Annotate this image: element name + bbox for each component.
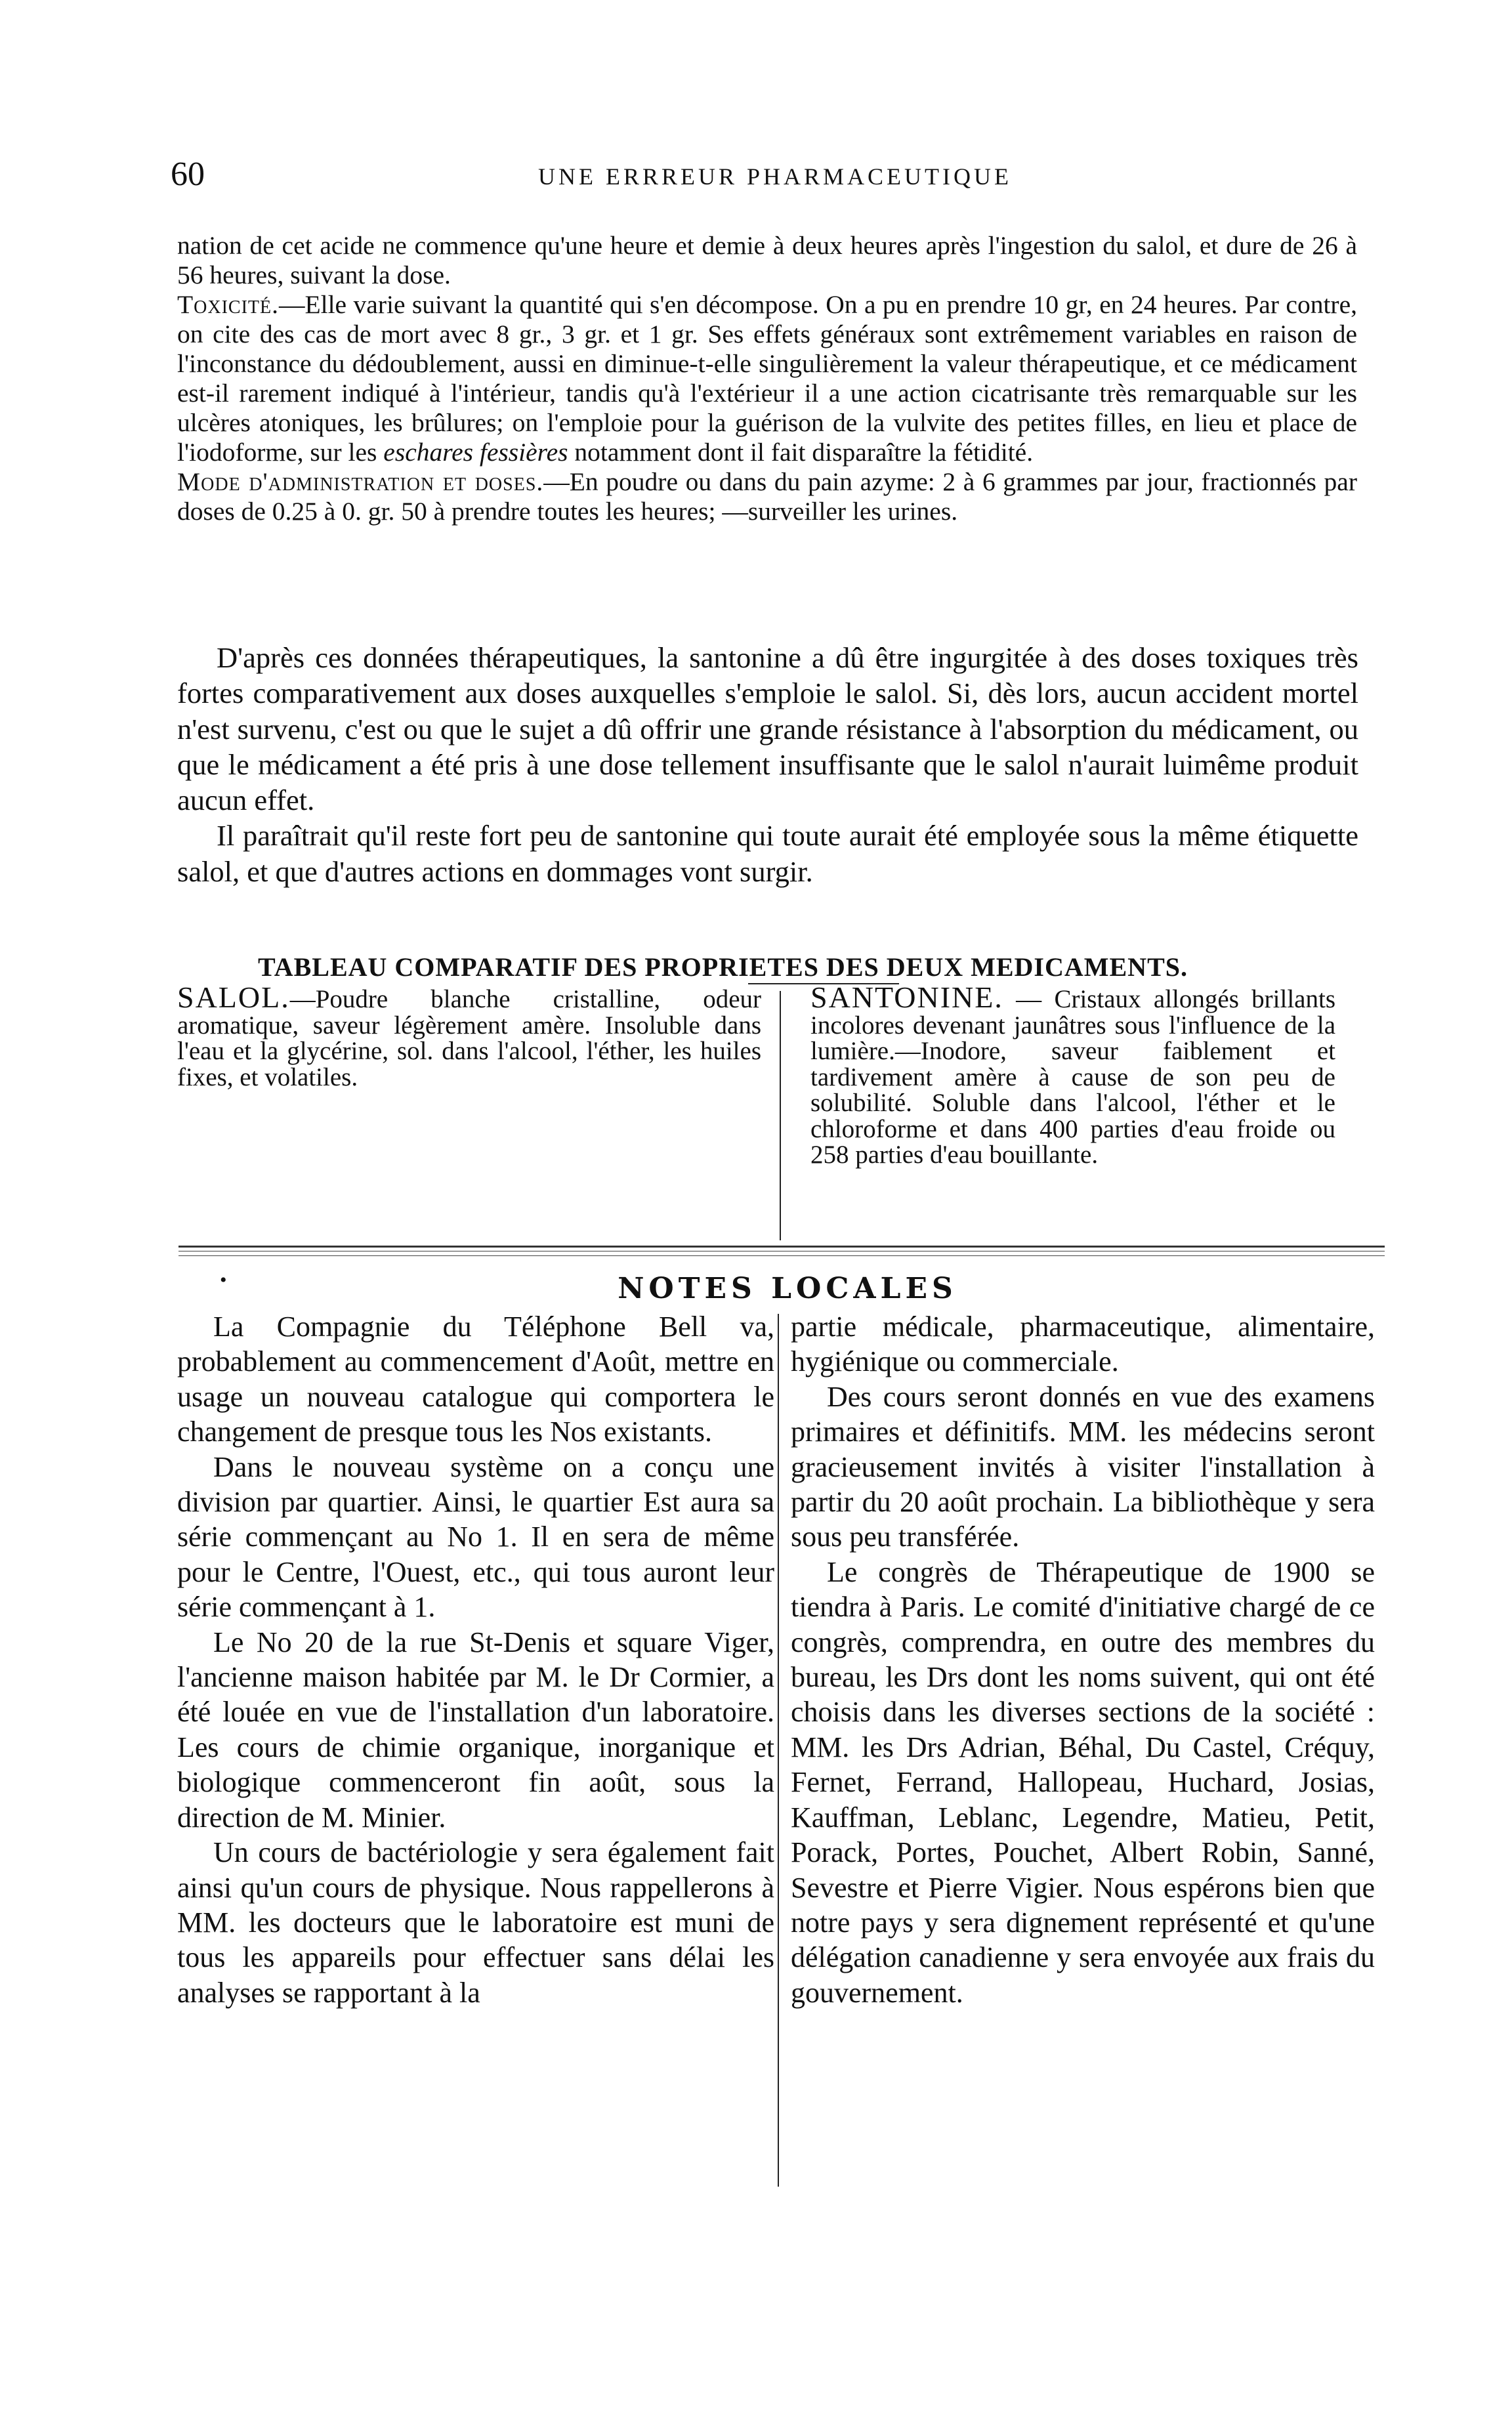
comparison-title: TABLEAU COMPARATIF DES PROPRIETES DES DEUX MEDICAMENTS. xyxy=(258,952,1188,982)
section-rule-thick xyxy=(178,1246,1385,1248)
notes-right-paragraph-1: Des cours seront donnés en vue des examens primaires et définitifs. MM. les médecins seront gracieusement invités à visiter l'installation à partir du 20 août prochain. La bibliothèque y sera sous peu transférée. xyxy=(791,1380,1375,1553)
toxicity-paragraph xyxy=(177,290,1357,467)
notes-left-column xyxy=(177,1309,774,2010)
discussion xyxy=(177,640,1358,889)
notes-right-column xyxy=(791,1309,1375,2010)
section-rule-thin-2 xyxy=(178,1255,1385,1256)
page-header xyxy=(171,155,1352,201)
salol-description: —Poudre blanche cristalline, odeur aromatique, saveur légèrement amère. Insoluble dans l'eau et la glycérine, sol. dans l'alcool, l'éther, les huiles fixes, et volatiles. xyxy=(177,985,761,1091)
santonine-description: — Cristaux allongés brillants incolores devenant jaunâtres sous l'influence de la lumière.—Inodore, saveur faiblement et tardivement amère à cause de son peu de solubilité. Soluble dans l'alcool, l'éther et le chloroforme et dans 400 parties d'eau froide ou 258 parties d'eau bouillante. xyxy=(810,985,1335,1169)
dosage-heading: Mode d'administration et doses. xyxy=(177,467,544,496)
toxicity-text: —Elle varie suivant la quantité qui s'en décompose. On a pu en prendre 10 gr, en 24 heures. Par contre, on cite des cas de mort avec 8 gr., 3 gr. et 1 gr. Ses effets généraux sont extrêmement variables en raison de l'inconstance du dédoublement, aussi en diminue-t-elle singulièrement la valeur thérapeutique, et ce médicament est-il rarement indiqué à l'intérieur, tandis qu'à l'extérieur il a une action cicatrisante très remarquable sur les ulcères atoniques, les brûlures; on l'emploie pour la guérison de la vulvite des petites filles, en lieu et place de l'iodoforme, sur les xyxy=(177,290,1357,467)
dosage-text: —En poudre ou dans du pain azyme: 2 à 6 grammes par jour, fractionnés par doses de 0.25 à 0. gr. 50 à prendre toutes les heures; —surveiller les urines. xyxy=(177,467,1357,526)
salol-paragraph-1: nation de cet acide ne commence qu'une heure et demie à deux heures après l'ingestion du salol, et dure de 26 à 56 heures, suivant la dose. xyxy=(177,231,1357,289)
toxicity-tail: notamment dont il fait disparaître la fétidité. xyxy=(574,438,1034,467)
notes-right-continuation: partie médicale, pharmaceutique, alimentaire, hygiénique ou commerciale. xyxy=(791,1311,1375,1378)
salol-column xyxy=(177,980,761,1091)
comparison-divider xyxy=(780,991,781,1240)
notes-left-paragraph-3: Le No 20 de la rue St-Denis et square Viger, l'ancienne maison habitée par M. le Dr Cormier, a été louée en vue de l'installation d'un laboratoire. Les cours de chimie organique, inorganique et biologique commenceront fin août, sous la direction de M. Minier. xyxy=(177,1626,774,1834)
toxicity-italic: eschares fessières xyxy=(383,438,568,467)
notes-column-divider xyxy=(778,1314,779,2187)
salol-notes xyxy=(177,231,1357,526)
discussion-paragraph-1: D'après ces données thérapeutiques, la santonine a dû être ingurgitée à des doses toxiques très fortes comparativement aux doses auxquelles s'emploie le salol. Si, dès lors, aucun accident mortel n'est survenu, c'est ou que le sujet a dû offrir une grande résistance à l'absorption du médicament, ou que le médicament a été pris à une dose tellement insuffisante que le salol n'aurait luimême produit aucun effet. xyxy=(177,641,1358,817)
discussion-paragraph-2: Il paraîtrait qu'il reste fort peu de santonine qui toute aurait été employée sous la même étiquette salol, et que d'autres actions en dommages vont surgir. xyxy=(177,819,1358,888)
notes-title: NOTES LOCALES xyxy=(618,1272,957,1305)
notes-left-paragraph-1: La Compagnie du Téléphone Bell va, probablement au commencement d'Août, mettre en usage un nouveau catalogue qui comportera le changement de presque tous les Nos existants. xyxy=(177,1311,774,1448)
notes-right-paragraph-2: Le congrès de Thérapeutique de 1900 se tiendra à Paris. Le comité d'initiative chargé de ce congrès, comprendra, en outre des membres du bureau, les Drs dont les noms suivent, qui ont été choisis dans les diverses sections de la société : MM. les Drs Adrian, Béhal, Du Castel, Créquy, Fernet, Ferrand, Hallopeau, Huchard, Josias, Kauffman, Leblanc, Legendre, Matieu, Petit, Porack, Portes, Pouchet, Albert Robin, Sanné, Sevestre et Pierre Vigier. Nous espérons bien que notre pays y sera dignement représenté et qu'une délégation canadienne y sera envoyée aux frais du gouvernement. xyxy=(791,1555,1375,2009)
running-title: UNE ERRREUR PHARMACEUTIQUE xyxy=(538,163,1013,190)
notes-left-paragraph-2: Dans le nouveau système on a conçu une division par quartier. Ainsi, le quartier Est aura sa série commençant au No 1. Il en sera de même pour le Centre, l'Ouest, etc., qui tous auront leur série commençant à 1. xyxy=(177,1450,774,1624)
santonine-heading: SANTONINE. xyxy=(810,980,1003,1014)
page-number: 60 xyxy=(171,156,205,193)
dosage-paragraph xyxy=(177,467,1357,526)
santonine-column xyxy=(810,980,1335,1169)
salol-heading: SALOL. xyxy=(177,980,290,1014)
ornament-dot: • xyxy=(220,1269,227,1291)
toxicity-heading: Toxicité. xyxy=(177,290,279,319)
notes-left-paragraph-4: Un cours de bactériologie y sera également fait ainsi qu'un cours de physique. Nous rappellerons à MM. les docteurs que le laboratoire est muni de tous les appareils pour effectuer sans délai les analyses se rapportant à la xyxy=(177,1836,774,2009)
